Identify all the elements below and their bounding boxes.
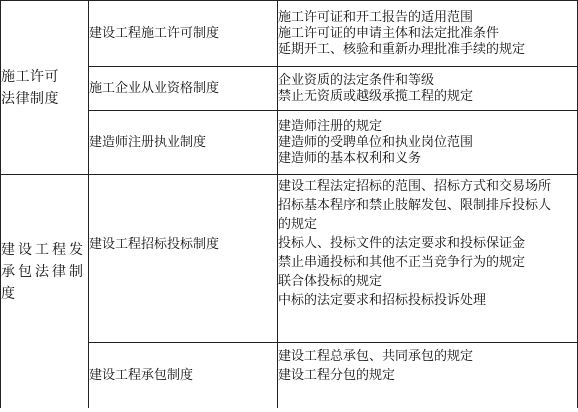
content-cell xyxy=(278,67,578,111)
system-name-cell xyxy=(89,175,278,343)
system-name: 施工企业从业资格制度 xyxy=(89,80,220,96)
content-item: 中标的法定要求和招标投标投诉处理 xyxy=(278,293,487,308)
page-bottom-margin xyxy=(0,408,578,412)
content-item: 建造师的受聘单位和执业岗位范围 xyxy=(278,134,474,150)
category-cell-construction-permit xyxy=(1,1,89,175)
content-item: 建设工程法定招标的范围、招标方式和交易场所 xyxy=(278,179,552,194)
category-label-line: 承包法律制 xyxy=(1,264,86,280)
content-item: 建设工程总承包、共同承包的规定 xyxy=(278,349,474,364)
category-cell-contracting xyxy=(1,175,89,409)
category-label-line: 法律制度 xyxy=(1,90,59,107)
content-item: 禁止无资质或越级承揽工程的规定 xyxy=(278,88,474,104)
table-row xyxy=(1,1,578,67)
table-row xyxy=(1,175,578,343)
content-item: 企业资质的法定条件和等级 xyxy=(278,72,435,88)
content-item: 建造师的基本权利和义务 xyxy=(278,150,422,166)
system-name-cell xyxy=(89,1,278,67)
category-label-line: 度 xyxy=(1,286,16,302)
system-name: 建设工程承包制度 xyxy=(89,367,194,383)
content-cell xyxy=(278,1,578,67)
content-item: 延期开工、核验和重新办理批准手续的规定 xyxy=(278,41,526,57)
content-item: 联合体投标的规定 xyxy=(278,274,383,289)
system-name-cell xyxy=(89,343,278,409)
category-label-line: 建设工程发 xyxy=(1,242,86,258)
content-item: 建造师注册的规定 xyxy=(278,118,383,134)
content-item: 的规定 xyxy=(278,217,318,232)
content-cell xyxy=(278,111,578,175)
content-item: 投标人、投标文件的法定要求和投标保证金 xyxy=(278,236,526,251)
content-cell xyxy=(278,343,578,409)
category-label-line: 施工许可 xyxy=(1,68,59,85)
system-name: 建设工程招标投标制度 xyxy=(89,237,220,252)
system-name: 建设工程施工许可制度 xyxy=(89,25,220,41)
content-item: 禁止串通投标和其他不正当竞争行为的规定 xyxy=(278,255,526,270)
content-item: 施工许可证和开工报告的适用范围 xyxy=(278,9,474,25)
content-item: 建设工程分包的规定 xyxy=(278,368,396,383)
content-item: 施工许可证的申请主体和法定批准条件 xyxy=(278,25,500,41)
content-cell xyxy=(278,175,578,343)
system-name-cell xyxy=(89,111,278,175)
content-item: 招标基本程序和禁止肢解发包、限制排斥投标人 xyxy=(278,198,552,213)
system-name: 建造师注册执业制度 xyxy=(89,134,207,150)
system-name-cell xyxy=(89,67,278,111)
